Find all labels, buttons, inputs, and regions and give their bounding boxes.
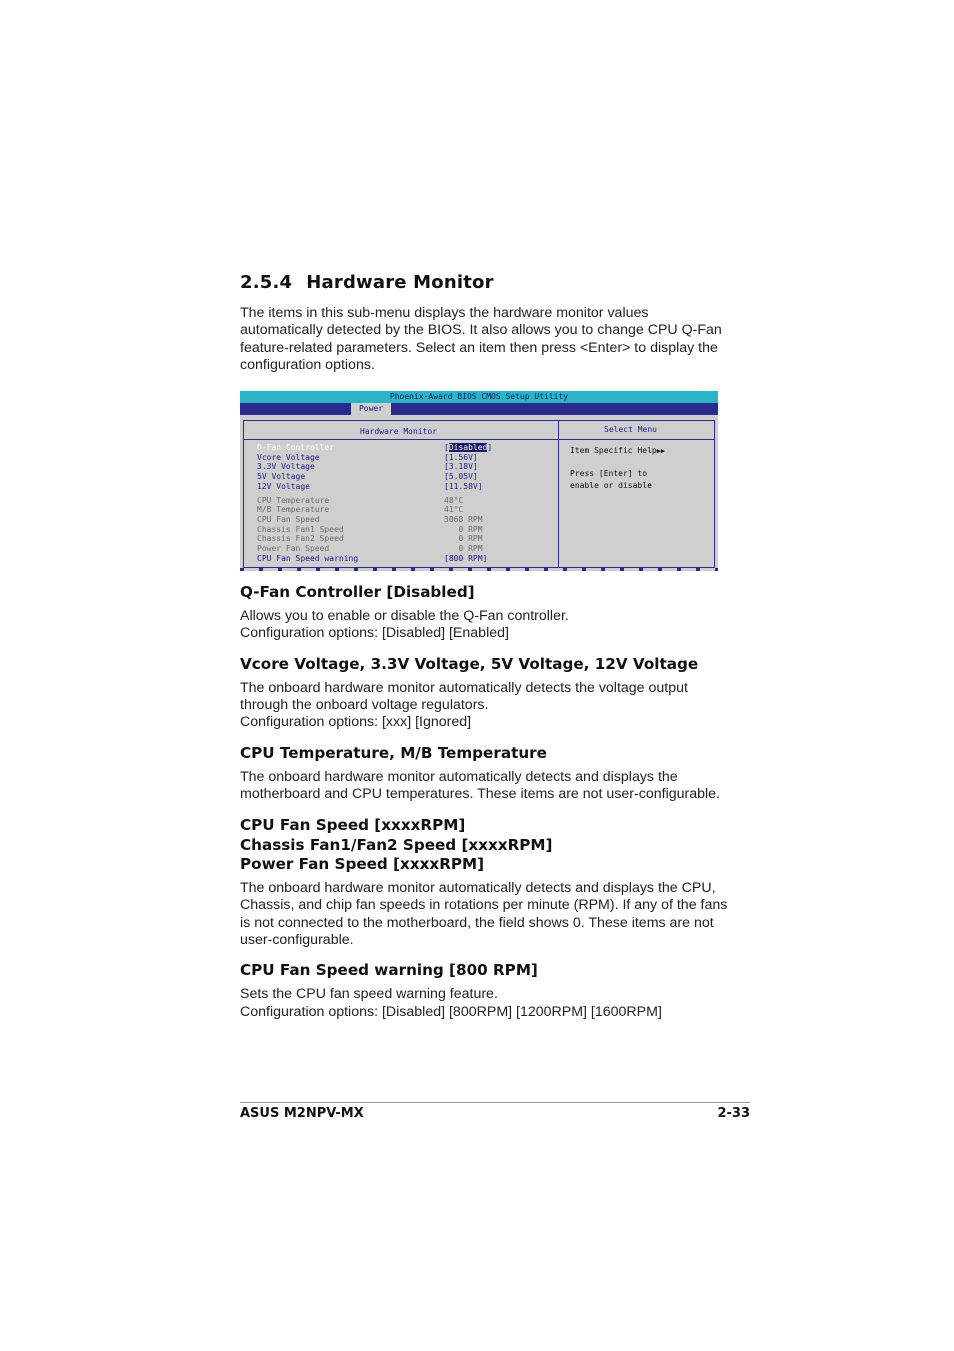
bios-readout-value: 3068 RPM [444, 515, 483, 524]
voltage-options: Configuration options: [xxx] [Ignored] [240, 714, 472, 730]
footer-rule [240, 1102, 750, 1103]
fan-speed-text: The onboard hardware monitor automatically detects and displays the CPU, Chassis, and chip fan speeds in rotations per minute (RPM). If any of the fans is not connected to the motherboard, the field shows 0. These items are not user-configurable. [240, 880, 728, 949]
bios-item-label: Q-Fan Controller [257, 443, 335, 452]
bios-item-12v[interactable] [257, 482, 557, 492]
qfan-options: Configuration options: [Disabled] [Enabled] [240, 625, 509, 641]
bios-readout-label: CPU Temperature [257, 496, 330, 505]
bios-help-line1 [570, 446, 665, 456]
footer-page-number: 2-33 [717, 1106, 750, 1121]
bios-item-5v[interactable] [257, 472, 557, 482]
fan-warning-text: Sets the CPU fan speed warning feature. [240, 986, 498, 1002]
bios-readout-label: CPU Fan Speed [257, 515, 320, 524]
double-arrow-icon: ▶▶ [656, 447, 666, 455]
bios-help-line2: Press [Enter] to [570, 469, 648, 478]
fan-speed-heading [240, 816, 552, 875]
bios-readout-value: 0 RPM [444, 534, 483, 543]
bios-readout-value: 48°C [444, 496, 464, 505]
bios-menu-bar [240, 403, 718, 415]
bios-readout-label: Chassis Fan2 Speed [257, 534, 344, 543]
bios-item-label: CPU Fan Speed warning [257, 554, 359, 563]
bios-readout-label: Power Fan Speed [257, 544, 330, 553]
bios-item-qfan[interactable] [257, 443, 557, 453]
bios-divider [558, 420, 559, 568]
fan-warning-options: Configuration options: [Disabled] [800RPM] [1200RPM] [1600RPM] [240, 1004, 662, 1020]
bios-item-value: [1.56V] [444, 453, 478, 462]
fan-heading-line1: CPU Fan Speed [xxxxRPM] [240, 816, 466, 834]
bios-readout-label: Chassis Fan1 Speed [257, 525, 344, 534]
fan-warning-heading: CPU Fan Speed warning [800 RPM] [240, 961, 538, 979]
bios-item-label: 5V Voltage [257, 472, 306, 481]
voltage-heading: Vcore Voltage, 3.3V Voltage, 5V Voltage, 12V Voltage [240, 655, 699, 673]
bios-bottom-border [240, 568, 718, 571]
bios-readout-cpu-fan [257, 515, 557, 525]
bios-item-value: [Disabled] [444, 443, 493, 452]
qfan-heading: Q-Fan Controller [Disabled] [240, 583, 475, 601]
bios-screenshot [240, 391, 718, 571]
fan-heading-line3: Power Fan Speed [xxxxRPM] [240, 855, 485, 873]
bios-item-value: [800 RPM] [444, 554, 488, 563]
temperature-heading: CPU Temperature, M/B Temperature [240, 744, 547, 762]
bios-header-rule [243, 439, 715, 440]
qfan-text: Allows you to enable or disable the Q-Fan controller. [240, 608, 569, 624]
bios-help-text: Item Specific Help [570, 446, 657, 455]
bios-readout-power-fan [257, 544, 557, 554]
bios-title-bar: Phoenix-Award BIOS CMOS Setup Utility [240, 391, 718, 403]
bios-item-value: [5.05V] [444, 472, 478, 481]
voltage-text: The onboard hardware monitor automatically detects the voltage output through the onboard voltage regulators. [240, 680, 688, 714]
section-number: 2.5.4 [240, 272, 293, 293]
footer-product: ASUS M2NPV-MX [240, 1106, 364, 1121]
bios-item-fan-warning[interactable] [257, 554, 557, 564]
temperature-text: The onboard hardware monitor automatically detects and displays the motherboard and CPU temperatures. These items are not user-configurable. [240, 769, 720, 803]
bios-item-label: Vcore Voltage [257, 453, 320, 462]
bios-help-title: Select Menu [604, 425, 657, 434]
bios-help-line3: enable or disable [570, 481, 652, 490]
bios-item-value: [11.58V] [444, 482, 483, 491]
bios-item-value: [3.18V] [444, 462, 478, 471]
bios-readout-value: 0 RPM [444, 525, 483, 534]
bios-selected-value: Disabled [448, 443, 488, 452]
bios-readout-label: M/B Temperature [257, 505, 330, 514]
intro-paragraph: The items in this sub-menu displays the hardware monitor values automatically detected by the BIOS. It also allows you to change CPU Q-Fan feature-related parameters. Select an item then press <Enter> to display the configuration options. [240, 305, 722, 374]
bios-readout-mb-temp [257, 505, 557, 515]
bios-item-label: 12V Voltage [257, 482, 310, 491]
section-title [240, 272, 494, 293]
fan-heading-line2: Chassis Fan1/Fan2 Speed [xxxxRPM] [240, 835, 553, 854]
bios-readout-value: 41°C [444, 505, 464, 514]
bios-panel-title: Hardware Monitor [360, 427, 438, 436]
bios-readout-value: 0 RPM [444, 544, 483, 553]
bios-item-label: 3.3V Voltage [257, 462, 315, 471]
bios-item-33v[interactable] [257, 462, 557, 472]
bios-readout-chassis-fan2 [257, 534, 557, 544]
section-title-text: Hardware Monitor [306, 272, 494, 293]
bios-tab-power[interactable]: Power [351, 403, 391, 415]
